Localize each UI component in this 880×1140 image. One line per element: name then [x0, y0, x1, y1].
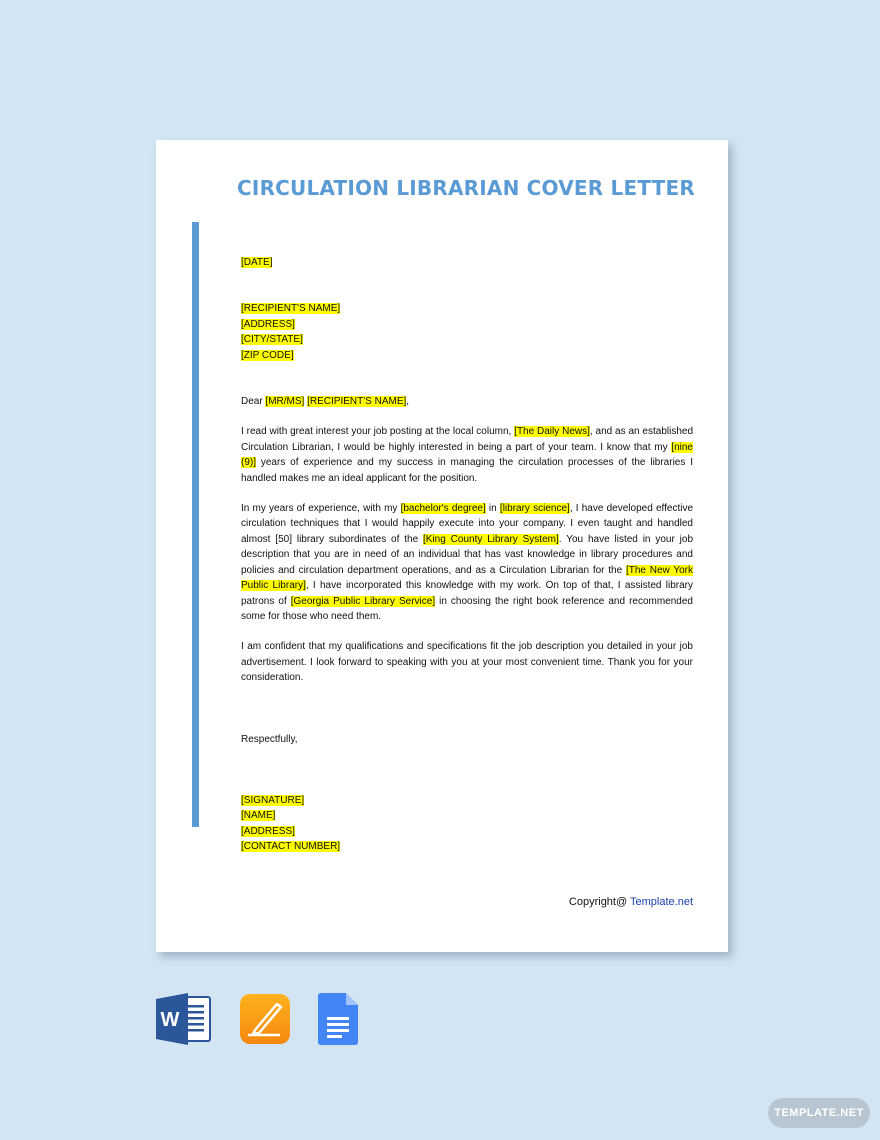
sender-block: [241, 793, 693, 855]
salutation-dear: Dear: [241, 396, 266, 408]
word-icon[interactable]: [156, 993, 212, 1050]
recipient-block: [241, 301, 693, 363]
document-title: CIRCULATION LIBRARIAN COVER LETTER: [237, 176, 695, 200]
field-placeholder: [library science]: [499, 503, 570, 515]
sender-address: [ADDRESS]: [241, 825, 295, 837]
google-docs-icon[interactable]: [318, 993, 358, 1050]
paragraph-1: I read with great interest your job posting at the local column, [The Daily News], and as an established Circulation Librarian, I would be highly interested in being a part of your team. I know that my [nine (9)] years of experience and my success in managing the circulation processes of the libraries I handled makes me an ideal applicant for the position.: [241, 426, 694, 484]
paragraph-2: In my years of experience, with my [bachelor's degree] in [library science], I have developed effective circulation techniques that I would happily execute into your company. I even taught and handled almost [50] library subordinates of the [King County Library System]. You have listed in your job description that you are in need of an individual that has vast knowledge in library procedures and policies and circulation department operations, and as a Circulation Librarian for the [The New York Public Library], I have incorporated this knowledge with my work. On top of that, I assisted library patrons of [Georgia Public Library Service] in choosing the right book reference and recommended some for those who need them.: [241, 503, 694, 622]
recipient-zip: [ZIP CODE]: [241, 349, 294, 361]
degree-placeholder: [bachelor's degree]: [400, 503, 486, 515]
pages-icon[interactable]: [239, 993, 291, 1050]
sender-contact: [CONTACT NUMBER]: [241, 841, 341, 853]
svg-text:W: W: [160, 1009, 180, 1031]
copyright-link[interactable]: Template.net: [630, 896, 693, 908]
years-placeholder: [nine (9)]: [241, 441, 693, 469]
employer-placeholder: [The New York Public Library]: [241, 564, 693, 592]
recipient-city-state: [CITY/STATE]: [241, 334, 303, 346]
library-system-placeholder: [King County Library System]: [423, 533, 559, 545]
salutation-comma: ,: [406, 396, 410, 408]
paragraph-3: I am confident that my qualifications and specifications fit the job description you detailed in your job advertisement. I look forward to speaking with you at your most convenient time. Thank you for your consideration.: [241, 641, 693, 684]
signature-placeholder: [SIGNATURE]: [241, 794, 305, 806]
salutation-title: [MR/MS]: [265, 396, 305, 408]
salutation-name: [RECIPIENT'S NAME]: [307, 396, 407, 408]
recipient-address: [ADDRESS]: [241, 318, 295, 330]
copyright-notice: Copyright@ Template.net: [568, 896, 693, 908]
document-page: [156, 140, 728, 952]
patron-library-placeholder: [Georgia Public Library Service]: [290, 595, 436, 607]
letter-body: [241, 255, 693, 855]
salutation: [241, 394, 693, 409]
watermark-badge: TEMPLATE.NET: [768, 1098, 870, 1128]
date-placeholder: [DATE]: [241, 257, 273, 268]
sender-name: [NAME]: [241, 810, 276, 822]
closing: Respectfully,: [241, 733, 298, 745]
accent-bar: [192, 222, 199, 827]
newspaper-placeholder: [The Daily News]: [514, 426, 590, 438]
date-line: [241, 255, 693, 270]
recipient-name: [RECIPIENT'S NAME]: [241, 303, 341, 315]
